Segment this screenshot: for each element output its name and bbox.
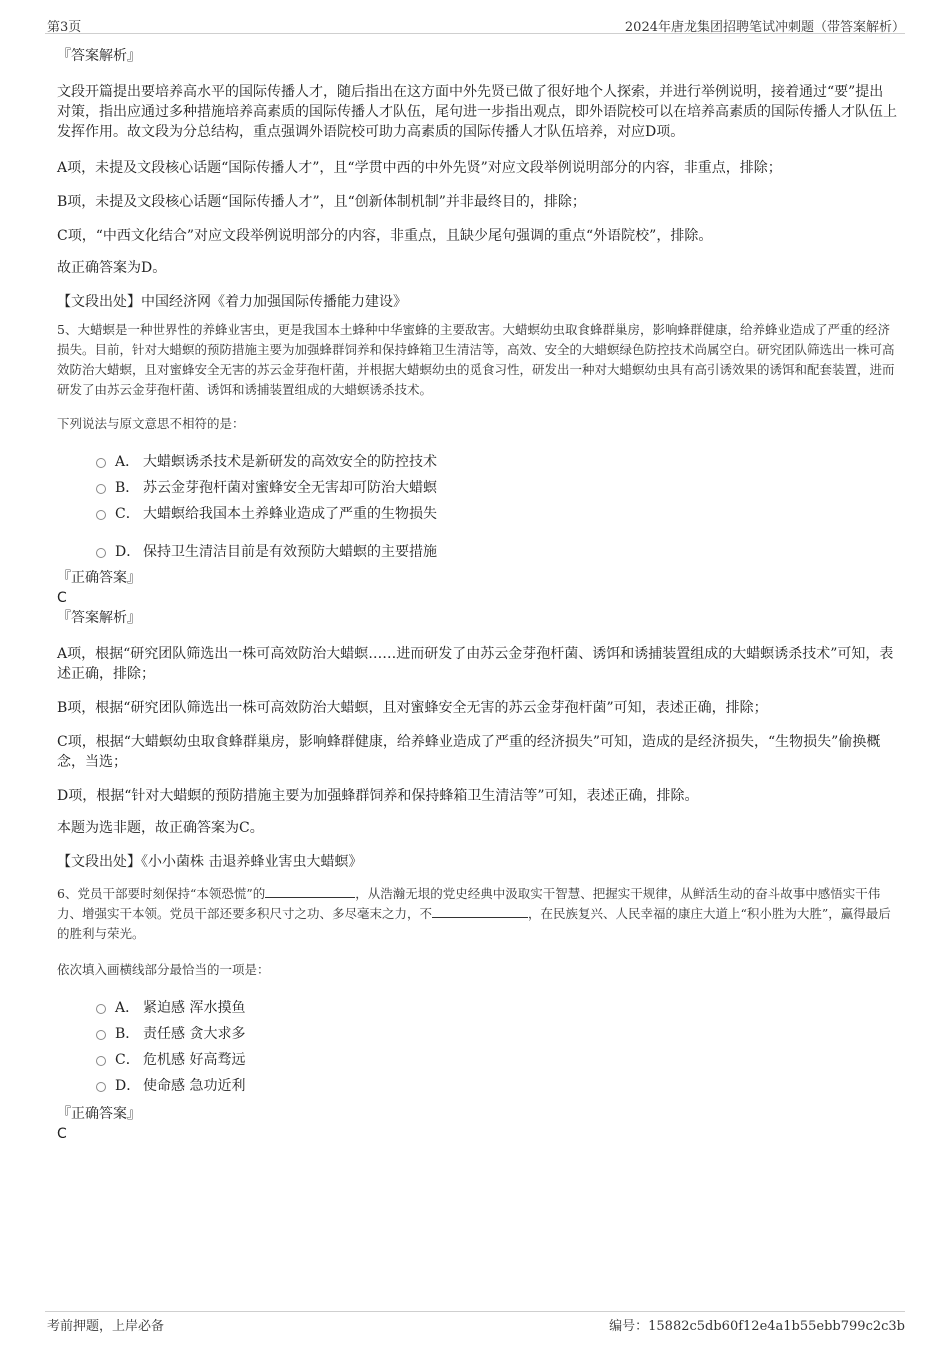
q6-question: 依次填入画横线部分最恰当的一项是： (57, 962, 270, 977)
q5-analysis-d: D项，根据“针对大蜡螟的预防措施主要为加强蜂群饲养和保持蜂箱卫生清洁等”可知，表述正确，排除。 (57, 788, 699, 804)
q4-conclusion: 故正确答案为D。 (57, 260, 167, 276)
q5-answer-label: 『正确答案』 (57, 570, 141, 586)
q5-question: 下列说法与原文意思不相符的是： (57, 416, 245, 431)
q5-analysis-label: 『答案解析』 (57, 610, 141, 626)
q5-option-d[interactable] (96, 538, 897, 564)
q6-stem-part1: 6、党员干部要时刻保持“本领恐慌”的 (57, 886, 266, 901)
document-title: 2024年唐龙集团招聘笔试冲刺题（带答案解析） (624, 20, 905, 35)
option-letter: C． (115, 1052, 140, 1068)
q6-blank-1 (265, 885, 355, 898)
q5-stem: 5、大蜡螟是一种世界性的养蜂业害虫，更是我国本土蜂种中华蜜蜂的主要敌害。大蜡螟幼虫取食蜂群巢房，影响蜂群健康，给养蜂业造成了严重的经济损失。目前，针对大蜡螟的预防措施主要为加强蜂群饲养和保持蜂箱卫生清洁等，高效、安全的大蜡螟绿色防控技术尚属空白。研究团队筛选出一株可高效防治大蜡螟，且对蜜蜂安全无害的苏云金芽孢杆菌，并根据大蜡螟幼虫的觅食习性，研发出一种对大蜡螟幼虫具有高引诱效果的诱饵和配套装置，进而研发了由苏云金芽孢杆菌、诱饵和诱捕装置组成的大蜡螟诱杀技术。 (57, 322, 895, 397)
radio-icon[interactable] (96, 1082, 106, 1092)
header-divider (45, 33, 905, 34)
q6-option-c[interactable] (96, 1046, 897, 1072)
option-text: 大蜡螟诱杀技术是新研发的高效安全的防控技术 (143, 454, 437, 470)
q4-analysis-c: C项，“中西文化结合”对应文段举例说明部分的内容，非重点，且缺少尾句强调的重点“外语院校”，排除。 (57, 228, 713, 244)
q4-analysis-label: 『答案解析』 (57, 48, 141, 64)
q5-analysis-b: B项，根据“研究团队筛选出一株可高效防治大蜡螟，且对蜜蜂安全无害的苏云金芽孢杆菌”可知，表述正确，排除； (57, 700, 768, 716)
q5-option-a[interactable] (96, 448, 897, 474)
option-letter: B． (115, 480, 140, 496)
option-text: 大蜡螟给我国本土养蜂业造成了严重的生物损失 (143, 506, 437, 522)
option-text: 责任感 贪大求多 (143, 1026, 246, 1042)
q5-answer: C (57, 590, 67, 606)
option-text: 使命感 急功近利 (143, 1078, 246, 1094)
q4-analysis-a: A项，未提及文段核心话题“国际传播人才”，且“学贯中西的中外先贤”对应文段举例说明部分的内容，非重点，排除； (57, 160, 782, 176)
q5-source: 【文段出处】《小小菌株 击退养蜂业害虫大蜡螟》 (57, 854, 363, 870)
option-text: 苏云金芽孢杆菌对蜜蜂安全无害却可防治大蜡螟 (143, 480, 437, 496)
page-content (57, 46, 897, 1144)
footer-slogan: 考前押题，上岸必备 (47, 1319, 165, 1334)
q5-option-b[interactable] (96, 474, 897, 500)
option-letter: A． (115, 1000, 140, 1016)
option-letter: A． (115, 454, 140, 470)
q5-conclusion: 本题为选非题，故正确答案为C。 (57, 820, 264, 836)
footer-divider (45, 1311, 905, 1312)
option-text: 危机感 好高骛远 (143, 1052, 246, 1068)
radio-icon[interactable] (96, 548, 106, 558)
q4-analysis-b: B项，未提及文段核心话题“国际传播人才”，且“创新体制机制”并非最终目的，排除； (57, 194, 586, 210)
option-letter: D． (115, 1078, 141, 1094)
q6-blank-2 (432, 905, 528, 918)
q5-analysis-a: A项，根据“研究团队筛选出一株可高效防治大蜡螟……进而研发了由苏云金芽孢杆菌、诱饵和诱捕装置组成的大蜡螟诱杀技术”可知，表述正确，排除； (57, 646, 894, 682)
q6-stem (57, 884, 897, 944)
page-number: 第3页 (47, 20, 82, 35)
q4-analysis-text: 文段开篇提出要培养高水平的国际传播人才，随后指出在这方面中外先贤已做了很好地个人探索，并进行举例说明，接着通过“要”提出对策，指出应通过多种措施培养高素质的国际传播人才队伍，尾句进一步指出观点，即外语院校可以在培养高素质的国际传播人才队伍上发挥作用。故文段为分总结构，重点强调外语院校可助力高素质的国际传播人才队伍培养，对应D项。 (57, 84, 897, 140)
radio-icon[interactable] (96, 1004, 106, 1014)
q6-option-a[interactable] (96, 994, 897, 1020)
option-letter: C． (115, 506, 140, 522)
option-text: 紧迫感 浑水摸鱼 (143, 1000, 246, 1016)
q6-stem-part2: ，从浩瀚无垠的党史经典中汲取实干智慧、把握实干规律，从鲜活生动的奋斗故事中感悟实干伟力、增强实干本领。党员干部还要多积尺寸之功、多尽毫末之力，不 (57, 886, 881, 921)
radio-icon[interactable] (96, 1056, 106, 1066)
q6-option-d[interactable] (96, 1072, 897, 1098)
q6-option-b[interactable] (96, 1020, 897, 1046)
footer-serial: 编号：15882c5db60f12e4a1b55ebb799c2c3b (609, 1319, 905, 1334)
q6-options (96, 994, 897, 1098)
q6-answer-label: 『正确答案』 (57, 1106, 141, 1122)
q4-source: 【文段出处】中国经济网《着力加强国际传播能力建设》 (57, 294, 407, 310)
option-letter: D． (115, 544, 141, 560)
radio-icon[interactable] (96, 458, 106, 468)
q5-options (96, 448, 897, 564)
q6-answer: C (57, 1126, 67, 1142)
option-letter: B． (115, 1026, 140, 1042)
radio-icon[interactable] (96, 510, 106, 520)
radio-icon[interactable] (96, 1030, 106, 1040)
q5-analysis-c: C项，根据“大蜡螟幼虫取食蜂群巢房，影响蜂群健康，给养蜂业造成了严重的经济损失”可知，造成的是经济损失，“生物损失”偷换概念，当选； (57, 734, 881, 770)
q5-option-c[interactable] (96, 500, 897, 526)
q6-stem-part3: ，在民族复兴、人民幸福的康庄大道上“积小胜为大胜”，赢得最后的胜利与荣光。 (57, 906, 891, 941)
option-text: 保持卫生清洁目前是有效预防大蜡螟的主要措施 (143, 544, 437, 560)
radio-icon[interactable] (96, 484, 106, 494)
